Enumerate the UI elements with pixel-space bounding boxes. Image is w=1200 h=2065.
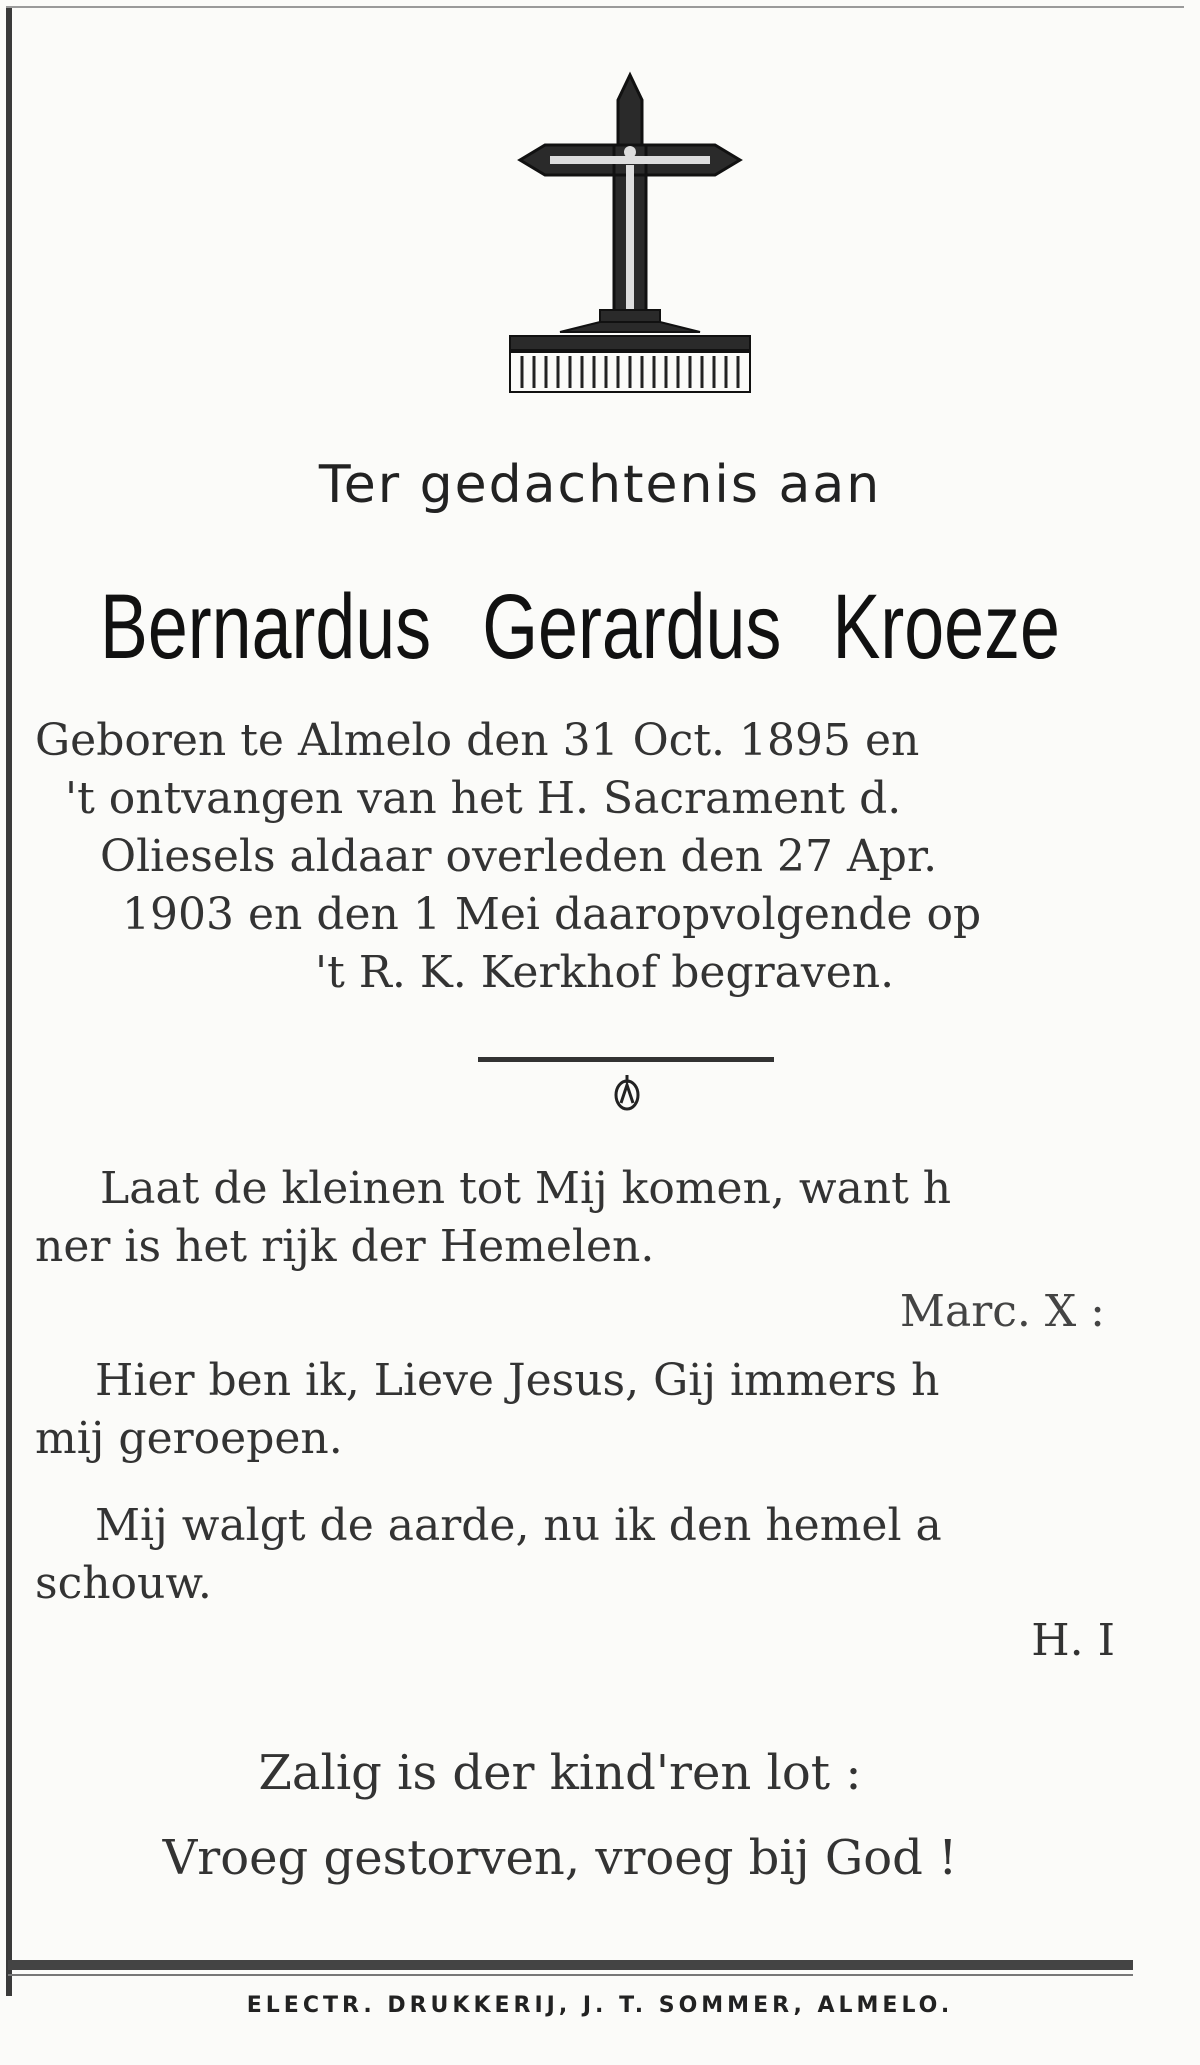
quote-reference: Marc. X : xyxy=(899,1286,1105,1337)
card-left-border xyxy=(6,6,12,1996)
printer-imprint: ELECTR. DRUKKERIJ, J. T. SOMMER, ALMELO. xyxy=(246,1993,954,2018)
closing-verse-line: Vroeg gestorven, vroeg bij God ! xyxy=(162,1830,958,1886)
quote-line: ner is het rijk der Hemelen. xyxy=(35,1221,655,1272)
footer-rule-thin xyxy=(8,1974,1133,1976)
footer-rule xyxy=(8,1960,1133,1970)
card-heading: Ter gedachtenis aan xyxy=(318,455,882,515)
anchor-ornament-icon xyxy=(612,1073,642,1113)
quote-line: schouw. xyxy=(35,1558,212,1609)
quote-line: Hier ben ik, Lieve Jesus, Gij immers h xyxy=(95,1355,940,1406)
scripture-quote xyxy=(35,1160,1160,1276)
quote-line: Laat de kleinen tot Mij komen, want h xyxy=(100,1163,952,1214)
biography-line: 't R. K. Kerkhof begraven. xyxy=(315,947,895,998)
biography-line: Oliesels aldaar overleden den 27 Apr. xyxy=(100,831,938,882)
quote-reference: H. I xyxy=(1031,1615,1115,1666)
quote-line: Mij walgt de aarde, nu ik den hemel a xyxy=(95,1500,942,1551)
section-divider xyxy=(478,1057,774,1062)
closing-verse-line: Zalig is der kind'ren lot : xyxy=(258,1745,862,1801)
biography-line: 't ontvangen van het H. Sacrament d. xyxy=(65,773,902,824)
prayer-quote xyxy=(35,1497,1160,1613)
cross-icon xyxy=(500,70,760,400)
biography-line: 1903 en den 1 Mei daaropvolgende op xyxy=(122,889,982,940)
biography-text xyxy=(35,712,1160,1002)
biography-line: Geboren te Almelo den 31 Oct. 1895 en xyxy=(35,715,920,766)
deceased-name: Bernardus Gerardus Kroeze xyxy=(100,576,1060,678)
quote-line: mij geroepen. xyxy=(35,1413,343,1464)
card-top-border xyxy=(6,6,1184,8)
prayer-quote xyxy=(35,1352,1160,1468)
